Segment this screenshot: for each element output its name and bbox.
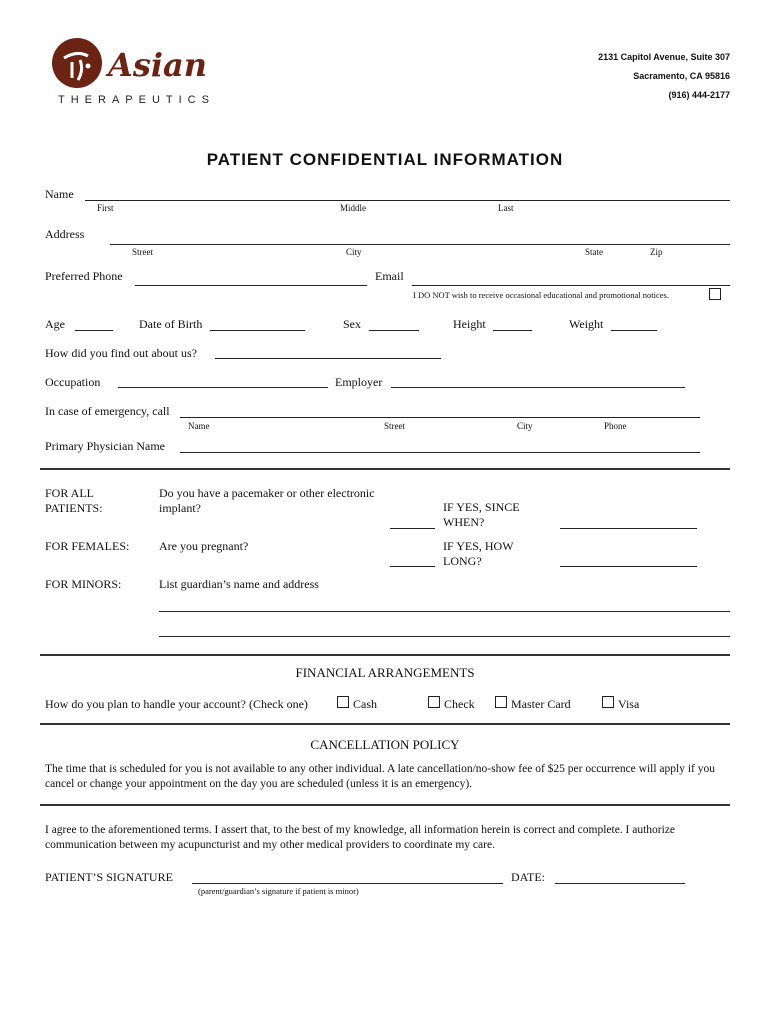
physician-field[interactable] — [180, 452, 700, 453]
height-field[interactable] — [493, 330, 532, 331]
date-label: DATE: — [511, 870, 545, 884]
pregnant-question: Are you pregnant? — [159, 539, 249, 553]
check-checkbox[interactable] — [428, 696, 440, 708]
dob-label: Date of Birth — [139, 317, 203, 331]
financial-question: How do you plan to handle your account? (Check one) — [45, 697, 308, 711]
weight-field[interactable] — [611, 330, 657, 331]
age-field[interactable] — [75, 330, 113, 331]
mastercard-checkbox[interactable] — [495, 696, 507, 708]
signature-note: (parent/guardian’s signature if patient is minor) — [198, 886, 359, 896]
guardian-question: List guardian’s name and address — [159, 577, 319, 591]
name-field[interactable] — [85, 200, 730, 201]
logo-subtitle: THERAPEUTICS — [58, 94, 215, 106]
address-city-caption: City — [346, 247, 362, 257]
for-all-patients-label: FOR ALL PATIENTS: — [45, 486, 103, 515]
pregnant-how-long-label: IF YES, HOW LONG? — [443, 539, 514, 568]
section-divider — [40, 804, 730, 806]
signature-field[interactable] — [192, 883, 503, 884]
phone-label: Preferred Phone — [45, 269, 123, 283]
name-middle-caption: Middle — [340, 203, 366, 213]
occupation-field[interactable] — [118, 387, 328, 388]
age-label: Age — [45, 317, 65, 331]
address-street-caption: Street — [132, 247, 153, 257]
cash-label: Cash — [353, 697, 377, 711]
address-state-caption: State — [585, 247, 603, 257]
for-minors-label: FOR MINORS: — [45, 577, 122, 591]
phone-field[interactable] — [135, 285, 367, 286]
name-last-caption: Last — [498, 203, 514, 213]
clinic-phone: (916) 444-2177 — [668, 90, 730, 100]
visa-label: Visa — [618, 697, 640, 711]
pacemaker-since-field[interactable] — [560, 528, 697, 529]
email-label: Email — [375, 269, 404, 283]
financial-heading: FINANCIAL ARRANGEMENTS — [295, 665, 475, 680]
section-divider — [40, 468, 730, 470]
cancellation-heading: CANCELLATION POLICY — [310, 737, 460, 752]
clinic-address-line1: 2131 Capitol Avenue, Suite 307 — [598, 52, 730, 62]
emergency-phone-caption: Phone — [604, 421, 627, 431]
guardian-field-2[interactable] — [159, 636, 730, 637]
optout-checkbox[interactable] — [709, 288, 721, 300]
signature-label: PATIENT’S SIGNATURE — [45, 870, 173, 884]
pacemaker-question: Do you have a pacemaker or other electronic implant? — [159, 486, 375, 515]
cancellation-text: The time that is scheduled for you is not available to any other individual. A late cancellation/no-show fee of $25 per occurrence will apply if you cancel or change your appointment on the day you are scheduled (unless it is an emergency). — [45, 763, 715, 790]
cash-checkbox[interactable] — [337, 696, 349, 708]
occupation-label: Occupation — [45, 375, 101, 389]
name-label: Name — [45, 187, 74, 201]
findout-label: How did you find out about us? — [45, 346, 197, 360]
address-field[interactable] — [110, 244, 730, 245]
findout-field[interactable] — [215, 358, 441, 359]
mastercard-label: Master Card — [511, 697, 571, 711]
address-label: Address — [45, 227, 85, 241]
sex-field[interactable] — [369, 330, 419, 331]
pacemaker-since-label: IF YES, SINCE WHEN? — [443, 500, 520, 529]
for-females-label: FOR FEMALES: — [45, 539, 130, 553]
dob-field[interactable] — [210, 330, 305, 331]
employer-label: Employer — [335, 375, 383, 389]
logo-emblem-icon — [50, 36, 104, 90]
weight-label: Weight — [569, 317, 604, 331]
form-title: PATIENT CONFIDENTIAL INFORMATION — [206, 150, 564, 169]
section-divider — [40, 723, 730, 725]
optout-text: I DO NOT wish to receive occasional educational and promotional notices. — [413, 290, 669, 300]
pregnant-answer-field[interactable] — [390, 566, 435, 567]
name-first-caption: First — [97, 203, 114, 213]
date-field[interactable] — [555, 883, 685, 884]
physician-label: Primary Physician Name — [45, 439, 165, 453]
email-field[interactable] — [412, 285, 730, 286]
pregnant-how-long-field[interactable] — [560, 566, 697, 567]
section-divider — [40, 654, 730, 656]
emergency-street-caption: Street — [384, 421, 405, 431]
emergency-name-caption: Name — [188, 421, 210, 431]
height-label: Height — [453, 317, 486, 331]
visa-checkbox[interactable] — [602, 696, 614, 708]
emergency-label: In case of emergency, call — [45, 404, 170, 418]
sex-label: Sex — [343, 317, 361, 331]
agreement-text: I agree to the aforementioned terms. I assert that, to the best of my knowledge, all information herein is correct and complete. I authorize communication between my acupuncturist and my other medical providers to coordinate my care. — [45, 824, 676, 851]
employer-field[interactable] — [391, 387, 685, 388]
guardian-field-1[interactable] — [159, 611, 730, 612]
clinic-address-line2: Sacramento, CA 95816 — [633, 71, 730, 81]
pacemaker-answer-field[interactable] — [390, 528, 435, 529]
emergency-city-caption: City — [517, 421, 533, 431]
check-label: Check — [444, 697, 475, 711]
emergency-field[interactable] — [180, 417, 700, 418]
logo — [50, 36, 220, 111]
logo-word: Asian — [108, 46, 207, 84]
address-zip-caption: Zip — [650, 247, 663, 257]
